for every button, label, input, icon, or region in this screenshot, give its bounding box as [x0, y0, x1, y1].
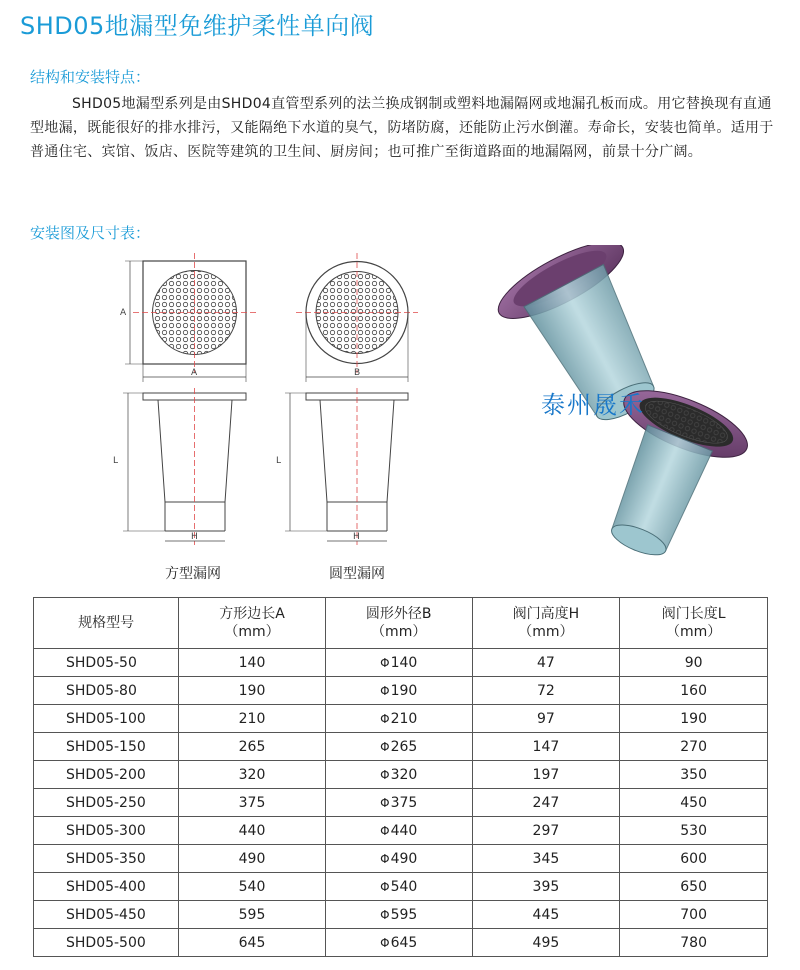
cell-valve-height: 147	[472, 733, 620, 761]
header-model: 规格型号	[34, 598, 179, 649]
technical-drawing	[0, 245, 800, 590]
table-row	[34, 789, 768, 817]
cell-outer-diameter: Φ140	[325, 649, 472, 677]
cell-model: SHD05-50	[34, 649, 179, 677]
cell-valve-height: 72	[472, 677, 620, 705]
cell-side-length: 540	[179, 873, 326, 901]
cell-side-length: 375	[179, 789, 326, 817]
square-grate-caption: 方型漏网	[165, 566, 221, 582]
cell-valve-length: 350	[620, 761, 768, 789]
phi-symbol: Φ	[380, 683, 390, 698]
cell-outer-diameter: Φ210	[325, 705, 472, 733]
cell-valve-height: 197	[472, 761, 620, 789]
cell-outer-diameter: Φ265	[325, 733, 472, 761]
phi-symbol: Φ	[380, 851, 390, 866]
table-row	[34, 677, 768, 705]
watermark-text: 泰州晟禾	[541, 391, 645, 419]
phi-symbol: Φ	[380, 767, 390, 782]
table-row	[34, 873, 768, 901]
cell-outer-diameter: Φ440	[325, 817, 472, 845]
cell-outer-diameter: Φ375	[325, 789, 472, 817]
round-grate-top-view	[296, 253, 418, 382]
cell-outer-diameter: Φ645	[325, 929, 472, 957]
cell-side-length: 265	[179, 733, 326, 761]
cell-model: SHD05-250	[34, 789, 179, 817]
cell-side-length: 595	[179, 901, 326, 929]
cell-valve-height: 97	[472, 705, 620, 733]
cell-valve-length: 780	[620, 929, 768, 957]
round-grate-caption: 圆型漏网	[329, 566, 385, 582]
cell-model: SHD05-80	[34, 677, 179, 705]
cell-valve-length: 190	[620, 705, 768, 733]
table-row	[34, 817, 768, 845]
cell-outer-diameter: Φ320	[325, 761, 472, 789]
dim-a-vertical-label: A	[120, 308, 127, 318]
cell-model: SHD05-450	[34, 901, 179, 929]
cell-side-length: 440	[179, 817, 326, 845]
header-side-length: 方形边长A （mm）	[179, 598, 326, 649]
cell-side-length: 190	[179, 677, 326, 705]
dim-h-left-label: H	[191, 532, 198, 542]
header-outer-diameter: 圆形外径B （mm）	[325, 598, 472, 649]
table-header-row	[34, 598, 768, 649]
cell-model: SHD05-350	[34, 845, 179, 873]
phi-symbol: Φ	[380, 655, 390, 670]
round-valve-side-view	[285, 388, 408, 545]
cell-valve-height: 445	[472, 901, 620, 929]
features-heading: 结构和安装特点：	[30, 68, 151, 86]
table-row	[34, 705, 768, 733]
cell-valve-height: 47	[472, 649, 620, 677]
cell-outer-diameter: Φ595	[325, 901, 472, 929]
phi-symbol: Φ	[380, 879, 390, 894]
dim-h-right-label: H	[353, 532, 360, 542]
cell-valve-height: 395	[472, 873, 620, 901]
dim-l-right-label: L	[276, 456, 282, 466]
phi-symbol: Φ	[380, 711, 390, 726]
table-row	[34, 733, 768, 761]
cell-valve-height: 495	[472, 929, 620, 957]
cell-model: SHD05-500	[34, 929, 179, 957]
cell-model: SHD05-100	[34, 705, 179, 733]
install-heading: 安装图及尺寸表：	[30, 224, 151, 242]
features-paragraph: SHD05地漏型系列是由SHD04直管型系列的法兰换成钢制或塑料地漏隔网或地漏孔板而成。用它替换现有直通型地漏，既能很好的排水排污，又能隔绝下水道的臭气，防堵防腐，还能防止污水倒灌。寿命长，安装也简单。适用于普通住宅、宾馆、饭店、医院等建筑的卫生间、厨房间；也可推广至街道路面的地漏隔网，前景十分广阔。	[30, 96, 774, 160]
cell-valve-height: 345	[472, 845, 620, 873]
cell-valve-length: 700	[620, 901, 768, 929]
phi-symbol: Φ	[380, 935, 390, 950]
installation-diagram	[0, 245, 800, 590]
header-valve-height: 阀门高度H （mm）	[472, 598, 620, 649]
cell-outer-diameter: Φ190	[325, 677, 472, 705]
table-row	[34, 649, 768, 677]
cell-model: SHD05-400	[34, 873, 179, 901]
table-row	[34, 761, 768, 789]
square-valve-side-view	[123, 388, 246, 545]
cell-outer-diameter: Φ490	[325, 845, 472, 873]
spec-table	[33, 597, 768, 957]
cell-valve-length: 650	[620, 873, 768, 901]
cell-model: SHD05-200	[34, 761, 179, 789]
header-valve-length: 阀门长度L （mm）	[620, 598, 768, 649]
cell-valve-length: 530	[620, 817, 768, 845]
cell-side-length: 140	[179, 649, 326, 677]
table-row	[34, 845, 768, 873]
cell-valve-length: 160	[620, 677, 768, 705]
cell-side-length: 210	[179, 705, 326, 733]
phi-symbol: Φ	[380, 823, 390, 838]
table-row	[34, 929, 768, 957]
cell-side-length: 320	[179, 761, 326, 789]
cell-valve-length: 450	[620, 789, 768, 817]
cell-model: SHD05-300	[34, 817, 179, 845]
cell-valve-height: 297	[472, 817, 620, 845]
phi-symbol: Φ	[380, 795, 390, 810]
cell-model: SHD05-150	[34, 733, 179, 761]
square-grate-top-view	[125, 253, 256, 382]
cell-valve-height: 247	[472, 789, 620, 817]
phi-symbol: Φ	[380, 739, 390, 754]
dim-l-left-label: L	[113, 456, 119, 466]
cell-valve-length: 270	[620, 733, 768, 761]
dim-b-label: B	[354, 368, 361, 378]
page-title: SHD05地漏型免维护柔性单向阀	[20, 12, 375, 40]
table-row	[34, 901, 768, 929]
phi-symbol: Φ	[380, 907, 390, 922]
cell-valve-length: 600	[620, 845, 768, 873]
cell-outer-diameter: Φ540	[325, 873, 472, 901]
cell-side-length: 645	[179, 929, 326, 957]
dim-a-horizontal-label: A	[191, 368, 198, 378]
cell-valve-length: 90	[620, 649, 768, 677]
cell-side-length: 490	[179, 845, 326, 873]
